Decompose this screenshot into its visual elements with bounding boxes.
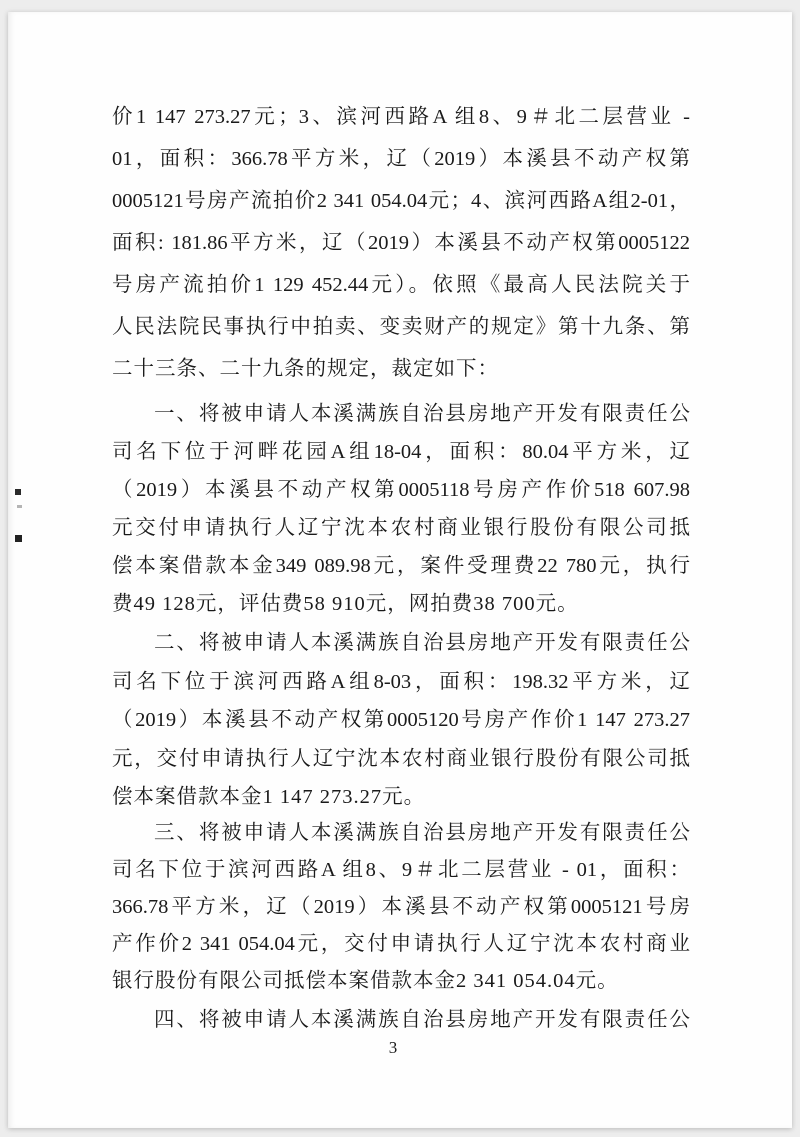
text-line: 一、将被申请人本溪满族自治县房地产开发有限责任公 bbox=[154, 403, 690, 425]
text-line: 司名下位于滨河西路A组8-03，面积：198.32平方米，辽 bbox=[112, 670, 690, 693]
text-line: （2019）本溪县不动产权第0005120号房产作价1 147 273.27 bbox=[112, 709, 690, 731]
document-page bbox=[8, 12, 792, 1128]
text-line: 二、将被申请人本溪满族自治县房地产开发有限责任公 bbox=[154, 632, 690, 654]
text-line: 偿本案借款本金1 147 273.27元。 bbox=[112, 786, 426, 808]
text-line: 三、将被申请人本溪满族自治县房地产开发有限责任公 bbox=[154, 822, 690, 844]
text-line: 产作价2 341 054.04元，交付申请执行人辽宁沈本农村商业 bbox=[112, 933, 690, 955]
paragraph-item-1 bbox=[112, 395, 690, 623]
text-line: 四、将被申请人本溪满族自治县房地产开发有限责任公 bbox=[154, 1009, 690, 1031]
paragraph-item-2 bbox=[112, 624, 690, 817]
text-line: 号房产流拍价1 129 452.44元）。依照《最高人民法院关于 bbox=[112, 274, 690, 296]
text-line: 费49 128元，评估费58 910元，网拍费38 700元。 bbox=[112, 593, 579, 615]
text-line: 366.78平方米，辽（2019）本溪县不动产权第0005121号房 bbox=[112, 896, 690, 918]
paragraph-continuation bbox=[112, 96, 690, 390]
ink-mark bbox=[17, 505, 22, 508]
ink-mark bbox=[15, 489, 21, 495]
text-line: 银行股份有限公司抵偿本案借款本金2 341 054.04元。 bbox=[112, 970, 619, 992]
text-line: 0005121号房产流拍价2 341 054.04元；4、滨河西路A组2-01， bbox=[112, 190, 690, 212]
text-line: 司名下位于河畔花园A组18-04，面积：80.04平方米，辽 bbox=[112, 441, 690, 463]
paragraph-item-3 bbox=[112, 815, 690, 1000]
text-line: 01，面积：366.78平方米，辽（2019）本溪县不动产权第 bbox=[112, 148, 690, 170]
text-line: 价1 147 273.27元；3、滨河西路A 组8、9＃北二层营业 - bbox=[112, 106, 690, 128]
page-number: 3 bbox=[388, 1038, 398, 1057]
paragraph-item-4 bbox=[112, 1001, 690, 1039]
ink-mark bbox=[15, 535, 22, 542]
text-line: （2019）本溪县不动产权第0005118号房产作价518 607.98 bbox=[112, 479, 690, 501]
text-line: 司名下位于滨河西路A 组8、9＃北二层营业 - 01，面积： bbox=[112, 859, 690, 881]
text-line: 人民法院民事执行中拍卖、变卖财产的规定》第十九条、第 bbox=[112, 316, 690, 338]
text-line: 偿本案借款本金349 089.98元，案件受理费22 780元，执行 bbox=[112, 555, 690, 577]
text-line: 二十三条、二十九条的规定，裁定如下： bbox=[112, 358, 499, 380]
text-line: 元，交付申请执行人辽宁沈本农村商业银行股份有限公司抵 bbox=[112, 747, 690, 770]
text-line: 元交付申请执行人辽宁沈本农村商业银行股份有限公司抵 bbox=[112, 517, 690, 539]
text-line: 面积: 181.86平方米，辽（2019）本溪县不动产权第0005122 bbox=[112, 232, 690, 254]
